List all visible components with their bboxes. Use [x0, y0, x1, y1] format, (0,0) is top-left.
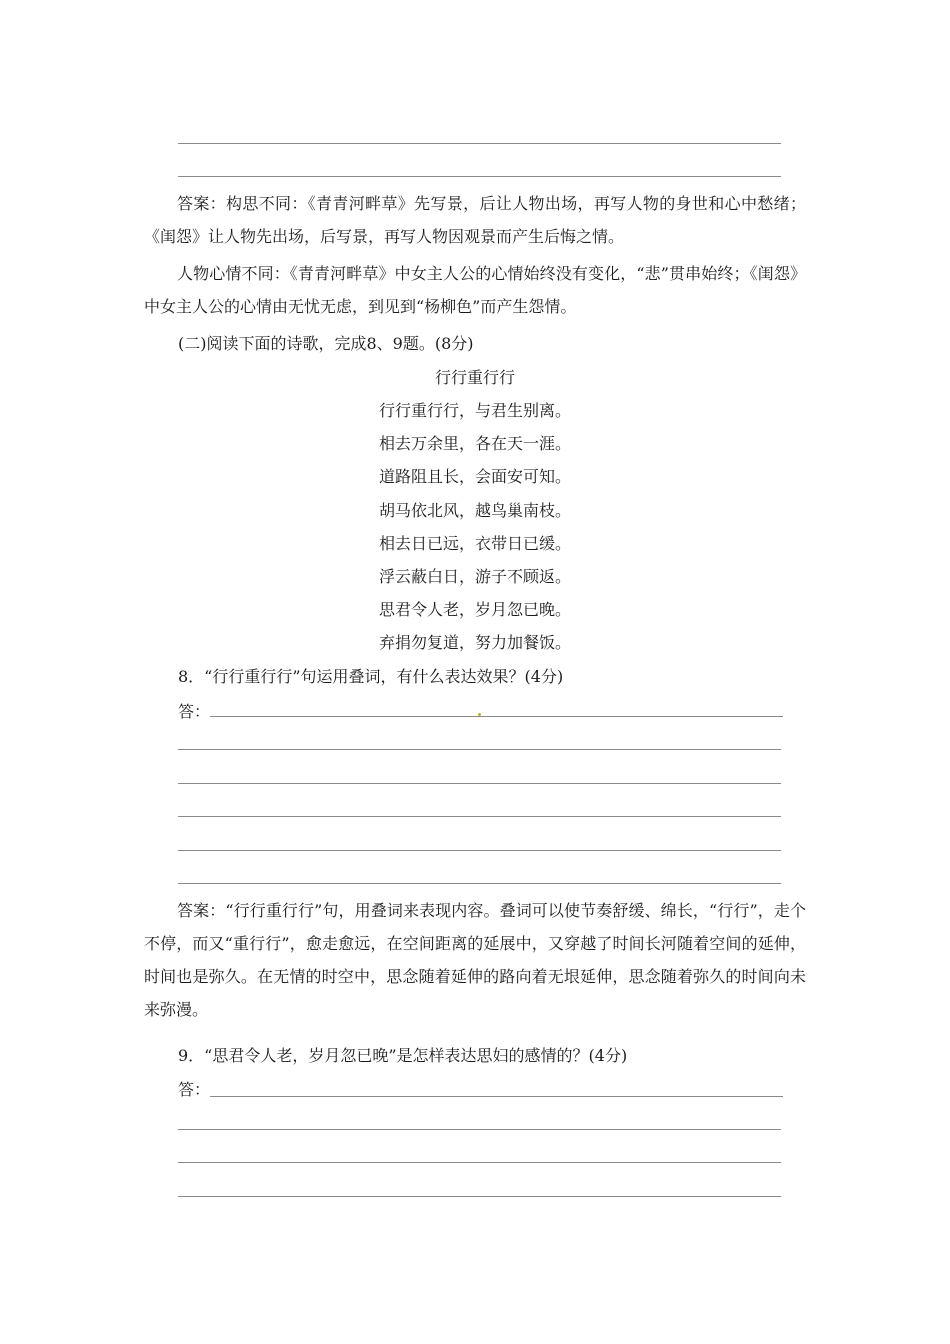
question-8: 8．“行行重行行”句运用叠词，有什么表达效果？(4分) — [178, 667, 564, 686]
poem-line: 道路阻且长，会面安可知。 — [378, 467, 571, 486]
poem-line: 胡马依北风，越鸟巢南枝。 — [378, 501, 571, 520]
question-9: 9．“思君令人老，岁月忽已晚”是怎样表达思妇的感情的？(4分) — [178, 1046, 628, 1065]
poem-line: 行行重行行，与君生别离。 — [378, 401, 571, 420]
answer-input-line[interactable] — [178, 1162, 781, 1163]
answer-paragraph: 答案：构思不同：《青青河畔草》先写景，后让人物出场，再写人物的身世和心中愁绪；《闺怨》让人物先出场，后写景，再写人物因观景而产生后悔之情。 — [144, 194, 806, 246]
answer-label: 答： — [178, 702, 211, 721]
answer-paragraph: 答案：“行行重行行”句，用叠词来表现内容。叠词可以使节奏舒缓、绵长，“行行”，走个不停，而又“重行行”，愈走愈远，在空间距离的延展中，又穿越了时间长河随着空间的延伸，时间也是弥久。在无情的时空中，思念随着延伸的路向着无垠延伸，思念随着弥久的时间向未来弥漫。 — [144, 901, 806, 1019]
section-heading: (二)阅读下面的诗歌，完成8、9题。(8分) — [178, 334, 474, 353]
poem-line: 弃捐勿复道，努力加餐饭。 — [378, 633, 571, 652]
poem-line: 思君令人老，岁月忽已晚。 — [378, 600, 571, 619]
answer-input-line[interactable] — [178, 783, 781, 784]
poem-line: 相去万余里，各在天一涯。 — [378, 434, 571, 453]
answer-input-line[interactable] — [178, 1196, 781, 1197]
answer-input-line[interactable] — [178, 1129, 781, 1130]
answer-input-line[interactable] — [178, 883, 781, 884]
answer-input-line[interactable] — [178, 850, 781, 851]
answer-input-line[interactable] — [178, 749, 781, 750]
answer-input-line[interactable] — [210, 716, 783, 717]
answer-paragraph: 人物心情不同：《青青河畔草》中女主人公的心情始终没有变化，“悲”贯串始终；《闺怨》中女主人公的心情由无忧无虑，到见到“杨柳色”而产生怨情。 — [144, 264, 806, 316]
answer-label: 答： — [178, 1080, 211, 1099]
poem-title: 行行重行行 — [434, 368, 515, 387]
answer-input-line[interactable] — [178, 816, 781, 817]
poem-line: 相去日已远，衣带日已缓。 — [378, 534, 571, 553]
blank-answer-line — [178, 176, 781, 177]
answer-input-line[interactable] — [210, 1096, 783, 1097]
ink-dot — [478, 713, 481, 716]
poem-line: 浮云蔽白日，游子不顾返。 — [378, 567, 571, 586]
blank-answer-line — [178, 143, 781, 144]
